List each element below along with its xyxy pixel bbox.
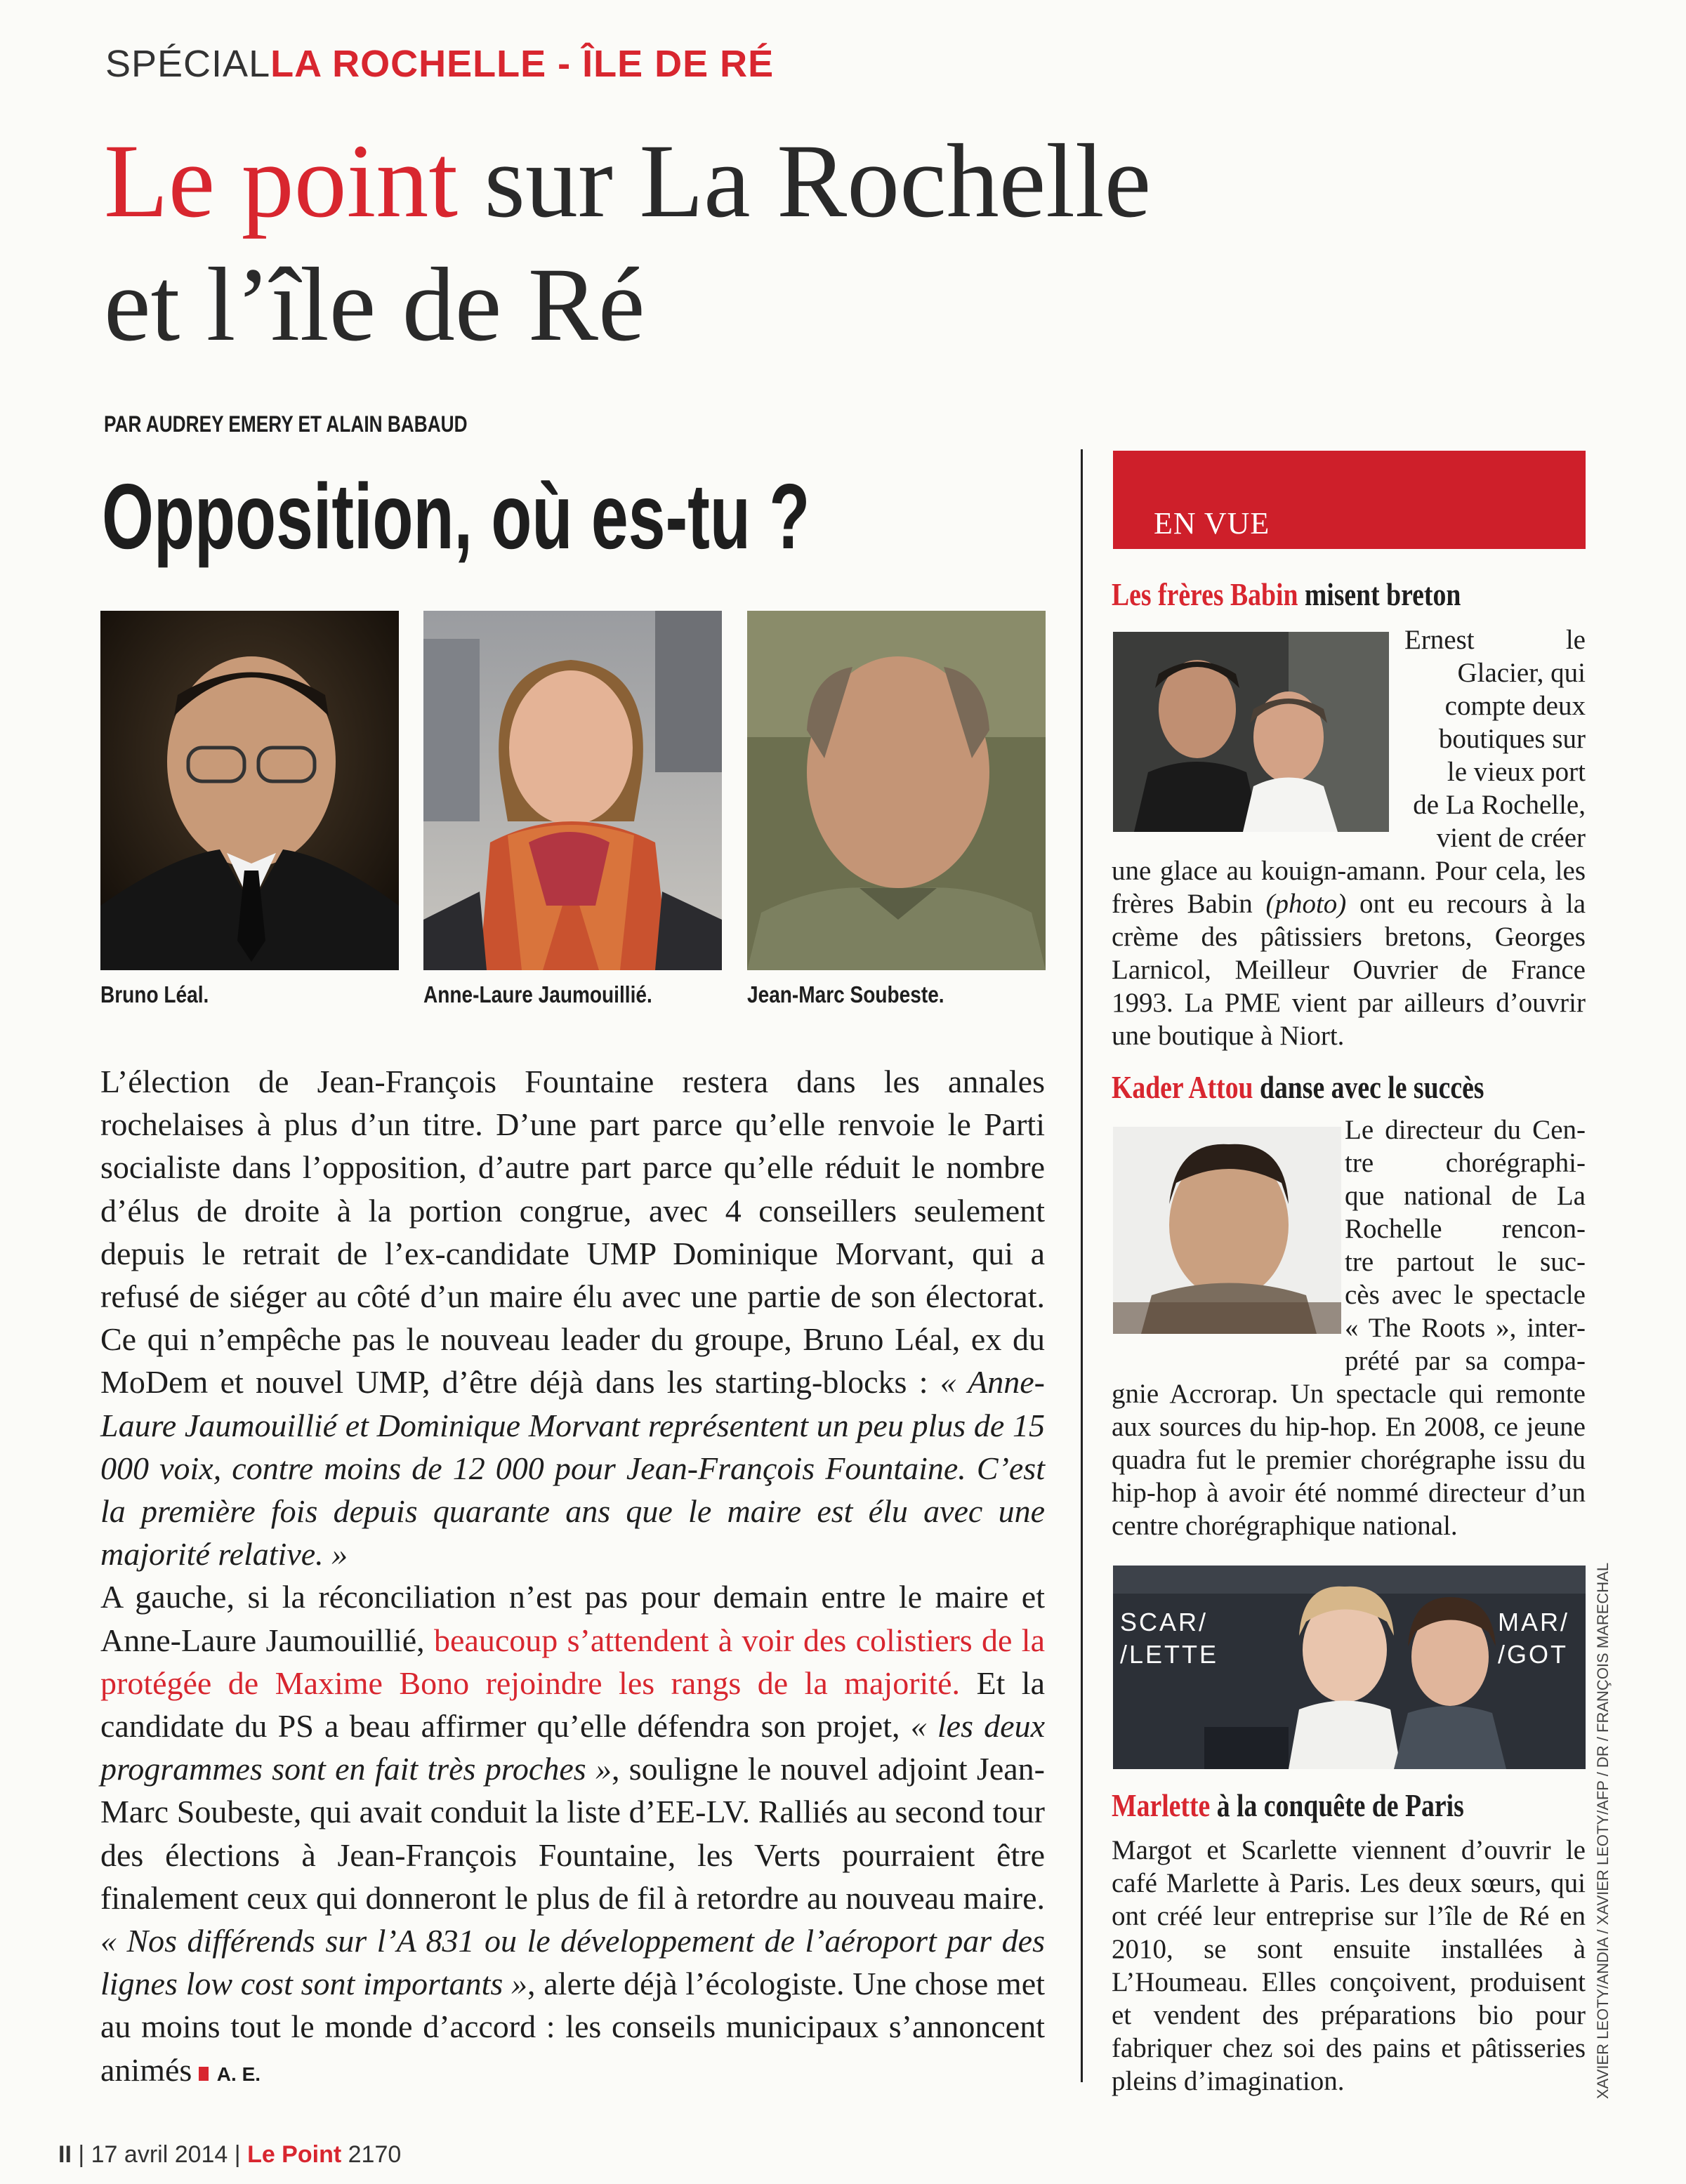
title-line1: sur La Rochelle xyxy=(458,123,1152,239)
text-line: vient de créer xyxy=(1436,823,1586,853)
article-paragraph xyxy=(100,1060,1045,1575)
article-quote: « les deux programmes sont en fait très proches » xyxy=(100,1708,1046,1787)
sidebar-body-text: Margot et Scarlette viennent d’ouvrir le café Marlette à Paris. Les deux sœurs, qui ont créé leur entreprise sur l’île de Ré en 2010, se sont ensuite installées à L’Houmeau. Elles conçoivent, produisent et vendent des préparations bio pour fabriquer chez soi des pains et pâtisseries pleins d’imagination. xyxy=(1112,1835,1586,2096)
sidebar-text: ont eu recours à la crème des pâtissiers bretons, Georges Larnicol, Meilleur Ouvrier de France 1993. La PME vient par ailleurs d’ouvrir une boutique à Niort. xyxy=(1112,889,1586,1051)
end-mark-icon xyxy=(199,2067,209,2081)
sidebar-heading-name: Les frères Babin xyxy=(1112,576,1298,612)
article-text: , souligne le nouvel adjoint Jean-Marc Soubeste, qui avait conduit la liste d’EE-LV. Ralliés au second tour des élections à Jean-François Fountaine, les Verts pourraient être finalement ceux qui donneront le plus de fil à retordre au nouveau maire. xyxy=(100,1751,1045,1916)
author-signature: A. E. xyxy=(216,2063,261,2085)
text-line: cès avec le spectacle xyxy=(1345,1280,1586,1310)
kicker-prefix: SPÉCIAL xyxy=(105,43,271,85)
article-text: Et la candidate du PS a beau affirmer qu’elle défendra son projet, xyxy=(100,1665,1046,1745)
photo-caption: Anne-Laure Jaumouillié. xyxy=(423,981,652,1007)
text-line: le vieux port xyxy=(1447,757,1586,787)
sidebar-heading-rest: danse avec le succès xyxy=(1253,1069,1484,1105)
photo-caption: Jean-Marc Soubeste. xyxy=(747,981,944,1007)
sidebar-heading-name: Marlette xyxy=(1112,1787,1211,1823)
page-footer: II | 17 avril 2014 | Le Point 2170 xyxy=(58,2141,402,2168)
sign-left xyxy=(1120,1606,1218,1671)
title-highlight: Le point xyxy=(104,123,459,239)
photo-freres-babin xyxy=(1113,632,1389,832)
photo-marlette xyxy=(1113,1566,1586,1769)
sidebar-heading-rest: misent breton xyxy=(1298,576,1461,612)
sign-text: /LETTE xyxy=(1120,1640,1219,1669)
section-kicker xyxy=(105,42,774,86)
text-line: prété par sa compa- xyxy=(1345,1346,1586,1376)
article-highlight: beaucoup s’attendent à voir des colistiers de la protégée de Maxime Bono rejoindre les rangs de la majorité. xyxy=(100,1622,1046,1701)
sidebar-body-text xyxy=(1112,854,1586,1052)
photo-anne-laure-jaumouillie xyxy=(423,611,722,970)
article-quote: « Anne-Laure Jaumouillié et Dominique Morvant représentent un peu plus de 15 000 voix, contre moins de 12 000 pour Jean-François Fountaine. C’est la première fois depuis quarante ans que le maire est élu avec une majorité relative. » xyxy=(100,1364,1045,1573)
article-text: A gauche, si la réconciliation n’est pas pour demain entre le maire et Anne-Laure Jaumouillié, xyxy=(100,1579,1045,1658)
photo-credit: XAVIER LEOTY/ANDIA / XAVIER LEOTY/AFP / DR / FRANÇOIS MARECHAL xyxy=(1594,1562,1612,2099)
brand-name: Le Point xyxy=(247,2141,342,2168)
sidebar-heading xyxy=(1112,1068,1484,1106)
sidebar-heading-name: Kader Attou xyxy=(1112,1069,1253,1105)
article-text: L’élection de Jean-François Fountaine restera dans les annales rochelaises à plus d’un titre. D’une part parce qu’elle renvoie le Parti socialiste dans l’opposition, d’autre part parce qu’elle réduit le nombre d’élus de droite à la portion congrue, avec 4 conseillers seulement depuis le retrait de l’ex-candidate UMP Dominique Morvant, qui a refusé de siéger au côté d’un maire élu avec une partie de son électorat. Ce qui n’empêche pas le nouveau leader du groupe, Bruno Léal, ex du MoDem et nouvel UMP, d’être déjà dans les starting-blocks : xyxy=(100,1064,1045,1401)
text-line: Le directeur du Cen- xyxy=(1345,1115,1586,1145)
article-headline: Opposition, où es-tu ? xyxy=(102,465,810,568)
article-text: , alerte déjà l’écologiste. Une chose met au moins tout le monde d’accord : les conseils municipaux s’annoncent animés xyxy=(100,1966,1046,2088)
issue-date: 17 avril 2014 xyxy=(91,2141,228,2168)
photo-bruno-leal xyxy=(100,611,399,970)
text-line: Glacier, qui xyxy=(1457,658,1586,688)
sidebar-text: une glace au kouign-amann. Pour cela, les frères Babin xyxy=(1112,856,1586,919)
kicker-place: LA ROCHELLE - ÎLE DE RÉ xyxy=(270,43,775,85)
text-line: boutiques sur xyxy=(1438,724,1586,754)
sidebar-wrap-text xyxy=(1345,1113,1586,1377)
sidebar-body-text: gnie Accrorap. Un spectacle qui remonte aux sources du hip-hop. En 2008, ce jeune quadra fut le premier chorégraphe issu du hip-hop à avoir été nommé directeur d’un centre chorégraphique national. xyxy=(1112,1379,1586,1541)
text-line: de La Rochelle, xyxy=(1413,790,1586,820)
article-quote: « Nos différends sur l’A 831 ou le développement de l’aéroport par des lignes low cost sont importants » xyxy=(100,1923,1045,2002)
sidebar-wrap-text xyxy=(1404,623,1586,854)
text-line: tre chorégraphi- xyxy=(1345,1148,1586,1178)
sign-text: /GOT xyxy=(1498,1640,1568,1669)
page-number: II xyxy=(58,2141,72,2168)
article-body xyxy=(100,1060,1045,2096)
page-title xyxy=(104,119,1151,366)
sidebar-heading xyxy=(1112,1787,1464,1824)
column-divider xyxy=(1081,449,1083,2082)
article-paragraph xyxy=(100,1575,1045,2095)
text-line: que national de La xyxy=(1345,1181,1586,1211)
sidebar-label: EN VUE xyxy=(1154,506,1270,541)
sidebar-heading xyxy=(1112,576,1461,613)
title-line2: et l’île de Ré xyxy=(104,246,645,363)
sign-right xyxy=(1498,1606,1569,1671)
sign-text: SCAR/ xyxy=(1120,1608,1208,1636)
text-line: Ernest le xyxy=(1404,625,1586,655)
issue-number: 2170 xyxy=(348,2141,402,2168)
text-line: compte deux xyxy=(1444,691,1586,721)
byline: PAR AUDREY EMERY ET ALAIN BABAUD xyxy=(104,411,468,437)
text-line: tre partout le suc- xyxy=(1345,1247,1586,1277)
sidebar-text-italic: (photo) xyxy=(1265,889,1347,919)
sign-text: MAR/ xyxy=(1498,1608,1569,1636)
sidebar-heading-rest: à la conquête de Paris xyxy=(1210,1787,1464,1823)
photo-jean-marc-soubeste xyxy=(747,611,1046,970)
text-line: Rochelle rencon- xyxy=(1345,1214,1586,1244)
photo-kader-attou xyxy=(1113,1127,1341,1334)
text-line: « The Roots », inter- xyxy=(1345,1313,1586,1343)
photo-caption: Bruno Léal. xyxy=(100,981,209,1007)
